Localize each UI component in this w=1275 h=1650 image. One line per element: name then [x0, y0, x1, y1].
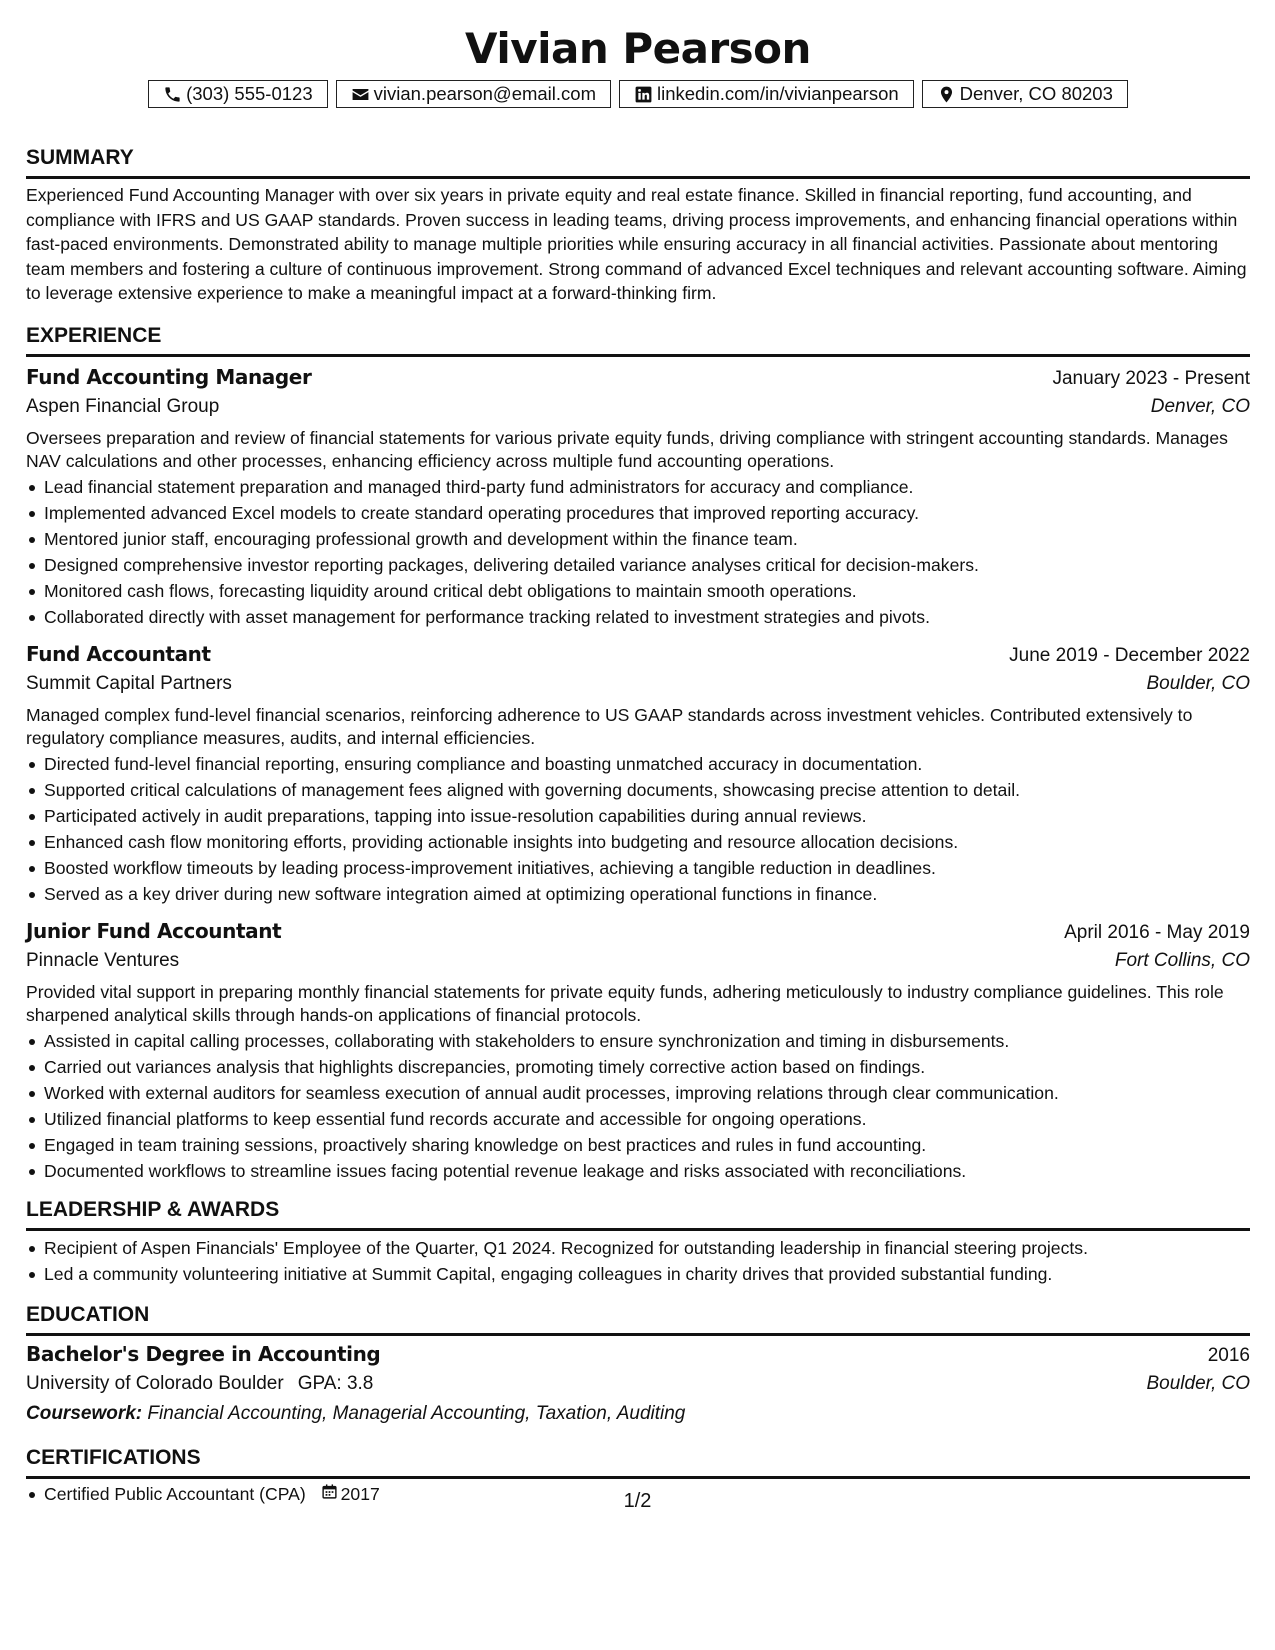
coursework-list: Financial Accounting, Managerial Accounting, Taxation, Auditing [147, 1402, 686, 1424]
phone-icon [163, 85, 182, 104]
candidate-name: Vivian Pearson [465, 24, 811, 73]
list-item: Carried out variances analysis that highlights discrepancies, promoting timely corrective action based on findings. [26, 1054, 1250, 1080]
job-company: Pinnacle Ventures [26, 949, 180, 971]
certification-year: 2017 [340, 1483, 380, 1504]
list-item: Utilized financial platforms to keep essential fund records accurate and accessible for ongoing operations. [26, 1106, 1250, 1132]
section-title-leadership: LEADERSHIP & AWARDS [26, 1197, 280, 1221]
list-item: Documented workflows to streamline issues facing potential revenue leakage and risks associated with reconciliations. [26, 1158, 1250, 1184]
contact-phone-text: (303) 555-0123 [186, 83, 313, 104]
job-location: Denver, CO [1150, 395, 1250, 417]
job-description: Provided vital support in preparing monthly financial statements for private equity funds, adhering meticulously to industry compliance guidelines. This role sharpened analytical skills through hands-on applications of financial protocols. [26, 981, 1224, 1025]
job-description: Managed complex fund-level financial scenarios, reinforcing adherence to US GAAP standards across investment vehicles. Contributed extensively to regulatory compliance measures, audits, and internal efficiencies. [26, 704, 1193, 748]
list-item: Led a community volunteering initiative at Summit Capital, engaging colleagues in charity drives that provided substantial funding. [26, 1261, 1250, 1287]
list-item: Boosted workflow timeouts by leading process-improvement initiatives, achieving a tangible reduction in deadlines. [26, 855, 1250, 881]
contact-location-text: Denver, CO 80203 [959, 83, 1113, 104]
resume-page [26, 0, 1250, 1507]
coursework-label: Coursework: [26, 1402, 143, 1424]
page-number: 1/2 [623, 1490, 652, 1512]
leadership-list [26, 1235, 1250, 1287]
list-item: Enhanced cash flow monitoring efforts, providing actionable insights into budgeting and resource allocation decisions. [26, 829, 1250, 855]
job-location: Fort Collins, CO [1114, 949, 1250, 971]
list-item: Supported critical calculations of management fees aligned with governing documents, showcasing precise attention to detail. [26, 777, 1250, 803]
job-company: Aspen Financial Group [26, 395, 220, 417]
section-title-experience: EXPERIENCE [26, 323, 162, 347]
list-item: Worked with external auditors for seamless execution of annual audit processes, improving relations through clear communication. [26, 1080, 1250, 1106]
gpa: GPA: 3.8 [297, 1372, 374, 1394]
degree-title: Bachelor's Degree in Accounting [26, 1341, 381, 1366]
job-dates: June 2019 - December 2022 [1009, 644, 1250, 666]
contact-location [922, 80, 1128, 108]
job-location: Boulder, CO [1146, 672, 1250, 694]
section-title-summary: SUMMARY [26, 146, 134, 169]
section-divider [26, 176, 1250, 179]
job-company: Summit Capital Partners [26, 672, 232, 694]
job-dates: April 2016 - May 2019 [1064, 921, 1250, 943]
job-entry [26, 917, 1250, 1184]
section-divider [26, 1228, 1250, 1231]
contact-email[interactable] [336, 80, 611, 108]
job-bullets [26, 1028, 1250, 1184]
contact-linkedin[interactable] [619, 80, 914, 108]
list-item: Served as a key driver during new software integration aimed at optimizing operational functions in finance. [26, 881, 1250, 907]
section-divider [26, 1476, 1250, 1479]
section-title-education: EDUCATION [26, 1302, 150, 1326]
contact-email-text: vivian.pearson@email.com [373, 83, 596, 104]
job-description: Oversees preparation and review of financial statements for various private equity funds, driving compliance with stringent accounting standards. Manages NAV calculations and other processes, enhancing efficiency across multiple fund accounting operations. [26, 427, 1228, 471]
list-item: Engaged in team training sessions, proactively sharing knowledge on best practices and rules in fund accounting. [26, 1132, 1250, 1158]
linkedin-icon [634, 85, 653, 104]
list-item: Lead financial statement preparation and managed third-party fund administrators for accuracy and compliance. [26, 474, 1250, 500]
map-pin-icon [937, 85, 956, 104]
list-item: Mentored junior staff, encouraging professional growth and development within the finance team. [26, 526, 1250, 552]
job-bullets [26, 474, 1250, 630]
contact-bar [26, 80, 1250, 108]
education-entry [26, 1340, 1250, 1428]
job-dates: January 2023 - Present [1052, 367, 1250, 389]
section-divider [26, 354, 1250, 357]
job-title: Fund Accountant [26, 641, 211, 666]
certification-name: Certified Public Accountant (CPA) [44, 1483, 306, 1504]
job-title: Junior Fund Accountant [26, 918, 282, 943]
section-title-certifications: CERTIFICATIONS [26, 1445, 201, 1469]
job-entry [26, 363, 1250, 630]
school-line [26, 1370, 373, 1398]
list-item: Recipient of Aspen Financials' Employee of the Quarter, Q1 2024. Recognized for outstanding leadership in financial steering projects. [26, 1235, 1250, 1261]
list-item: Directed fund-level financial reporting, ensuring compliance and boasting unmatched accuracy in documentation. [26, 751, 1250, 777]
job-bullets [26, 751, 1250, 907]
list-item: Designed comprehensive investor reporting packages, delivering detailed variance analyses critical for decision-makers. [26, 552, 1250, 578]
contact-linkedin-text: linkedin.com/in/vivianpearson [657, 83, 899, 104]
list-item: Implemented advanced Excel models to create standard operating procedures that improved reporting accuracy. [26, 500, 1250, 526]
contact-phone[interactable] [148, 80, 328, 108]
job-entry [26, 640, 1250, 907]
summary-text: Experienced Fund Accounting Manager with over six years in private equity and real estate finance. Skilled in financial reporting, fund accounting, and compliance with IFRS and US GAAP standards. Proven success in leading teams, driving process improvements, and enhancing financial operations within fast-paced environments. Demonstrated ability to manage multiple priorities while ensuring accuracy in all financial activities. Passionate about mentoring team members and fostering a culture of continuous improvement. Strong command of advanced Excel techniques and relevant accounting software. Aiming to leverage extensive experience to make a meaningful impact at a forward-thinking firm. [26, 185, 1247, 303]
list-item: Collaborated directly with asset management for performance tracking related to investment strategies and pivots. [26, 604, 1250, 630]
school-name: University of Colorado Boulder [26, 1372, 284, 1394]
envelope-icon [351, 85, 370, 104]
school-location: Boulder, CO [1146, 1372, 1250, 1394]
coursework-line [26, 1400, 1250, 1428]
graduation-year: 2016 [1207, 1344, 1250, 1366]
section-divider [26, 1333, 1250, 1336]
job-title: Fund Accounting Manager [26, 364, 312, 389]
list-item: Monitored cash flows, forecasting liquidity around critical debt obligations to maintain smooth operations. [26, 578, 1250, 604]
list-item: Assisted in capital calling processes, collaborating with stakeholders to ensure synchronization and timing in disbursements. [26, 1028, 1250, 1054]
list-item: Participated actively in audit preparations, tapping into issue-resolution capabilities during annual reviews. [26, 803, 1250, 829]
